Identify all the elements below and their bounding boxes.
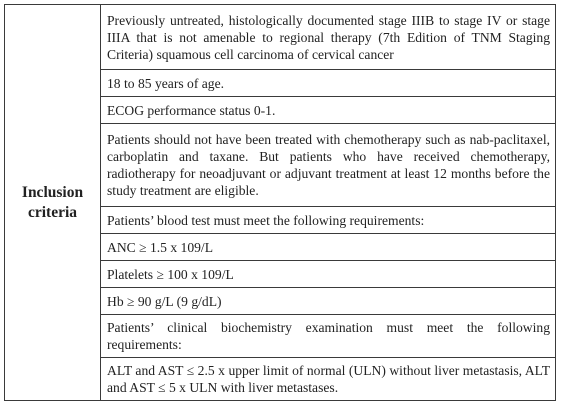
criterion-item <box>101 315 556 358</box>
criterion-item <box>101 358 556 401</box>
criterion-text: Previously untreated, histologically documented stage IIIB to stage IV or stage IIIA that is not amenable to regional therapy (7th Edition of TNM Staging Criteria) squamous cell carcinoma of cervical cancer <box>107 12 550 62</box>
criterion-text: Platelets ≥ 100 x 109/L <box>107 266 234 282</box>
inclusion-criteria-table <box>4 4 556 401</box>
criterion-item <box>101 234 556 261</box>
criterion-item <box>101 5 556 70</box>
criterion-text: 18 to 85 years of age. <box>107 75 225 91</box>
criterion-text: Patients’ blood test must meet the following requirements: <box>107 212 425 228</box>
criterion-text: Patients’ clinical biochemistry examination must meet the following requirements: <box>107 320 550 352</box>
criterion-item <box>101 207 556 234</box>
criterion-item <box>101 70 556 97</box>
criterion-text: Patients should not have been treated with chemotherapy such as nab-paclitaxel, carboplatin and taxane. But patients who have received chemotherapy, radiotherapy for neoadjuvant or adjuvant treatment at least 12 months before the study treatment are eligible. <box>107 132 550 198</box>
criterion-text: ANC ≥ 1.5 x 109/L <box>107 239 214 255</box>
criterion-item <box>101 261 556 288</box>
section-label: Inclusion criteria <box>5 5 101 401</box>
criteria-table-container <box>4 4 556 401</box>
criterion-item <box>101 288 556 315</box>
table-row <box>5 5 556 70</box>
criterion-text: ALT and AST ≤ 2.5 x upper limit of normal (ULN) without liver metastasis, ALT and AST ≤ 5 x ULN with liver metastases. <box>107 363 550 395</box>
criterion-text: ECOG performance status 0-1. <box>107 102 276 118</box>
criterion-item <box>101 124 556 207</box>
criterion-item <box>101 97 556 124</box>
criterion-text: Hb ≥ 90 g/L (9 g/dL) <box>107 293 222 309</box>
